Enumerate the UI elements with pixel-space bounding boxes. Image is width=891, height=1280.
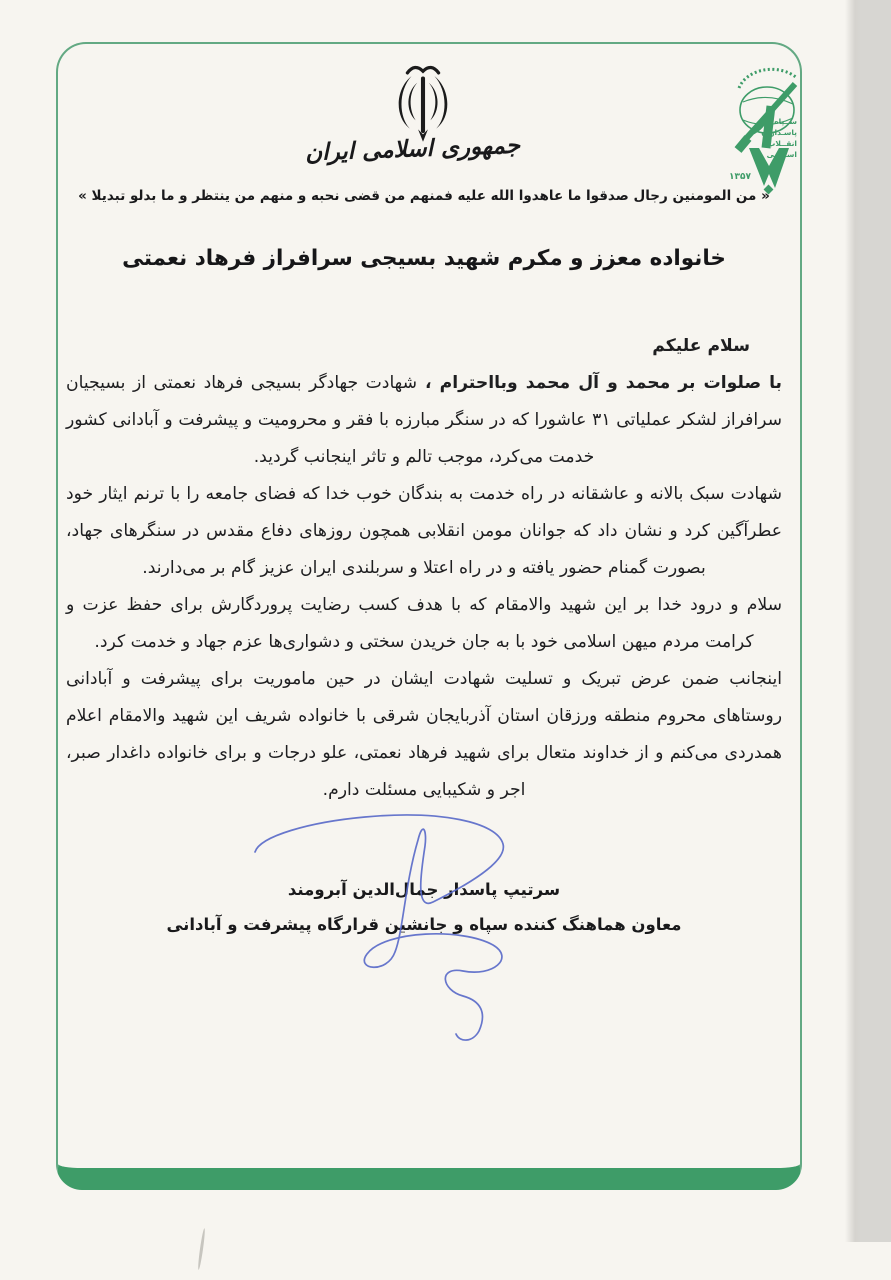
letter-title: خانواده معزز و مکرم شهید بسیجی سرافراز فرهاد نعمتی: [122, 246, 726, 271]
salutation: سلام علیکم: [652, 336, 750, 356]
scanner-edge-shadow: [845, 0, 891, 1242]
signer-role: معاون هماهنگ کننده سپاه و جانشین قرارگاه پیشرفت و آبادانی: [166, 915, 682, 934]
iran-national-emblem-icon: [382, 62, 464, 146]
signer-name: سرتیپ پاسدار جمال‌الدین آبرومند: [287, 880, 561, 899]
body-paragraph: اینجانب ضمن عرض تبریک و تسلیت شهادت ایشان در حین ماموریت برای پیشرفت و آبادانی روستاهای محروم منطقه ورزقان استان آذربایجان شرقی با خانواده شریف این شهید والامقام اعلام همدردی می‌کنم و از خداوند متعال برای شهید فرهاد نعمتی، علو درجات و برای خانواده داغدار صبر، اجر و شکیبایی مسئلت دارم.: [66, 669, 782, 800]
letter-body: [66, 328, 782, 809]
body-paragraph: با صلوات بر محمد و آل محمد وبااحترام ، شهادت جهادگر بسیجی فرهاد نعمتی از بسیجیان سرافراز لشکر عملیاتی ۳۱ عاشورا که در سنگر مبارزه با فقر و محرومیت و پیشرفت و آبادانی کشور خدمت می‌کرد، موجب تالم و تاثر اینجانب گردید.: [66, 373, 782, 467]
quran-verse-quote: « من المومنین رجال صدقوا ما عاهدوا الله علیه فمنهم من قضی نحبه و منهم من ینتظر و ما بدلو تبدیلا »: [78, 188, 770, 204]
irgc-logo-text: ســپاه پاسـداران انقــلاب اسـلامی: [761, 117, 797, 159]
irgc-logo: [693, 54, 805, 200]
signature-block: [66, 872, 782, 942]
body-paragraph: سلام و درود خدا بر این شهید والامقام که با هدف کسب رضایت پروردگارش برای حفظ عزت و کرامت مردم میهن اسلامی خود با به جان خریدن سختی و دشواری‌ها عزم جهاد و خدمت کرد.: [66, 595, 782, 652]
paper-scratch-mark: [197, 1228, 206, 1270]
emblem-calligraphy: جمهوری اسلامی ایران: [304, 132, 521, 167]
irgc-founding-year: ۱۳۵۷: [729, 172, 751, 182]
body-paragraph: شهادت سبک بالانه و عاشقانه در راه خدمت به بندگان خوب خدا که فضای جامعه را با ترنم ایثار خود عطرآگین کرد و نشان داد که جوانان مومن انقلابی همچون روزهای دفاع مقدس در سنگرهای جهاد، بصورت گمنام حضور یافته و در راه اعتلا و سربلندی ایران عزیز گام بر می‌دارند.: [66, 484, 782, 578]
